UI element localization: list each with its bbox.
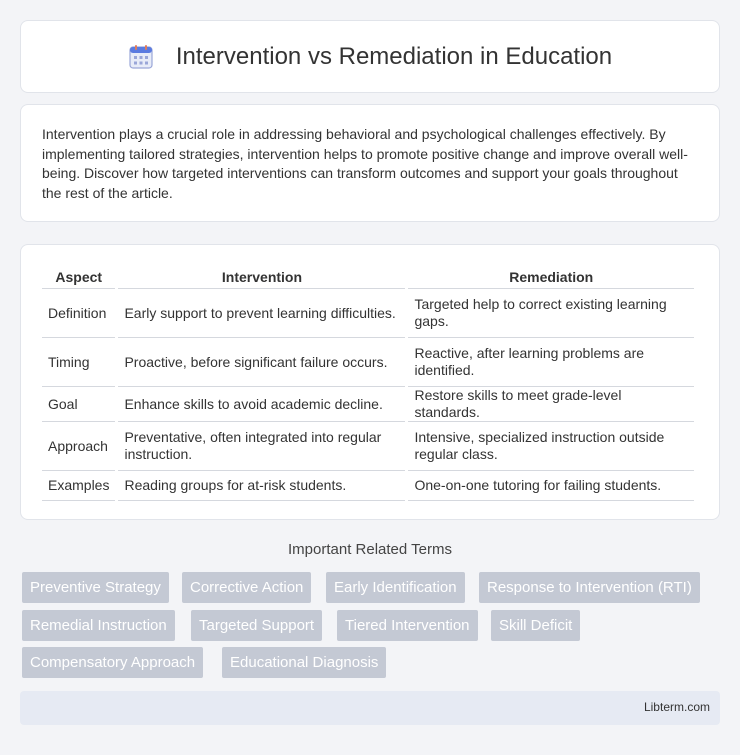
cell-intervention: Reading groups for at-risk students.: [118, 471, 405, 501]
header-aspect: Aspect: [42, 266, 115, 289]
term-tag[interactable]: Skill Deficit: [491, 610, 580, 641]
table-row: [42, 338, 694, 387]
cell-remediation: Targeted help to correct existing learning gaps.: [408, 289, 694, 338]
page-title: Intervention vs Remediation in Education: [175, 42, 613, 70]
table-row: [42, 289, 694, 338]
footer: [20, 691, 720, 725]
cell-remediation: Restore skills to meet grade-level standards.: [408, 387, 694, 422]
intro-text: Intervention plays a crucial role in addressing behavioral and psychological challenges effectively. By implementing tailored strategies, intervention helps to promote positive change and improve overall well-being. Discover how targeted interventions can transform outcomes and support your goals throughout the rest of the article.: [42, 126, 688, 201]
header-intervention: Intervention: [118, 266, 405, 289]
term-tag[interactable]: Compensatory Approach: [22, 647, 203, 678]
comparison-table: [39, 266, 697, 501]
term-tag[interactable]: Response to Intervention (RTI): [479, 572, 700, 603]
cell-aspect: Definition: [42, 289, 115, 338]
related-terms-title: Important Related Terms: [288, 541, 452, 558]
term-tag[interactable]: Early Identification: [326, 572, 465, 603]
term-tag[interactable]: Remedial Instruction: [22, 610, 175, 641]
cell-aspect: Examples: [42, 471, 115, 501]
cell-remediation: Reactive, after learning problems are identified.: [408, 338, 694, 387]
term-tag[interactable]: Targeted Support: [191, 610, 322, 641]
calendar-icon: [128, 44, 154, 70]
footer-site-link[interactable]: Libterm.com: [643, 700, 710, 714]
term-tag[interactable]: Corrective Action: [182, 572, 311, 603]
cell-aspect: Goal: [42, 387, 115, 422]
cell-intervention: Early support to prevent learning difficulties.: [118, 289, 405, 338]
intro-card: [20, 104, 720, 222]
comparison-card: [20, 244, 720, 520]
cell-aspect: Timing: [42, 338, 115, 387]
term-tag[interactable]: Preventive Strategy: [22, 572, 169, 603]
table-row: [42, 387, 694, 422]
table-row: [42, 471, 694, 501]
cell-intervention: Preventative, often integrated into regular instruction.: [118, 422, 405, 471]
term-tag[interactable]: Educational Diagnosis: [222, 647, 386, 678]
cell-aspect: Approach: [42, 422, 115, 471]
cell-intervention: Enhance skills to avoid academic decline.: [118, 387, 405, 422]
header-card: [20, 20, 720, 93]
cell-intervention: Proactive, before significant failure occurs.: [118, 338, 405, 387]
term-tag[interactable]: Tiered Intervention: [337, 610, 478, 641]
table-row: [42, 422, 694, 471]
cell-remediation: Intensive, specialized instruction outside regular class.: [408, 422, 694, 471]
cell-remediation: One-on-one tutoring for failing students.: [408, 471, 694, 501]
header-remediation: Remediation: [408, 266, 694, 289]
